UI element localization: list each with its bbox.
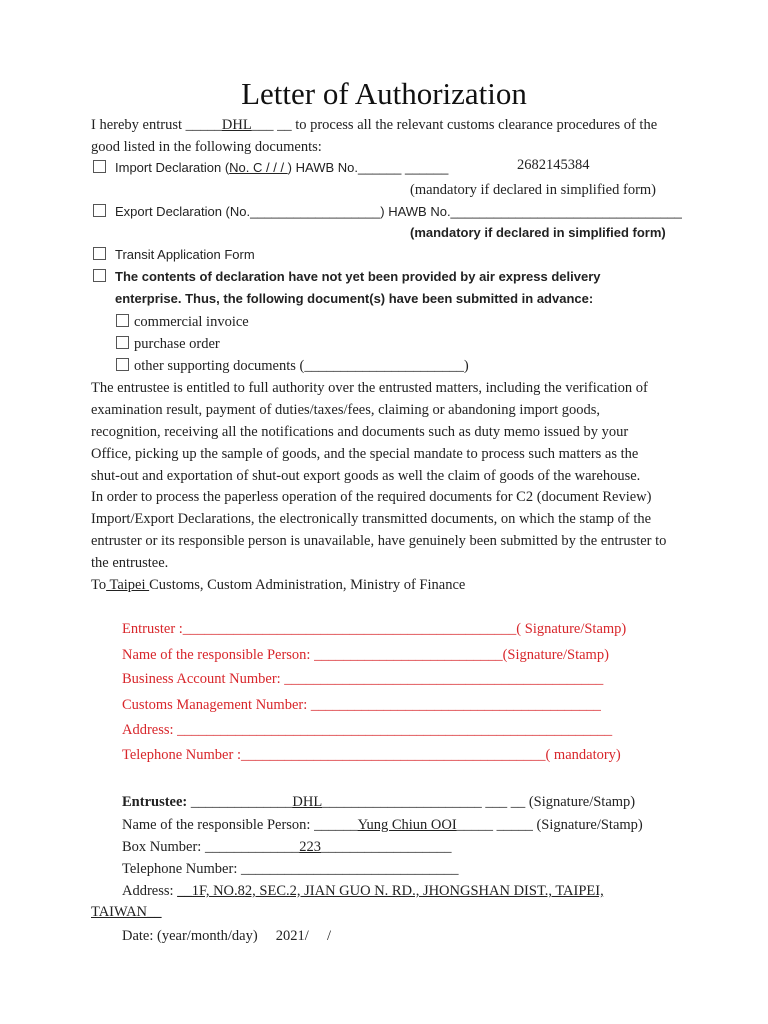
box-number-line: Box Number: _____________223__________________ bbox=[122, 839, 452, 855]
commercial-invoice-checkbox[interactable] bbox=[116, 314, 129, 327]
transit-checkbox[interactable] bbox=[93, 247, 106, 260]
business-account-field[interactable]: Business Account Number: ____________________________________________ bbox=[122, 671, 604, 687]
paragraph-line: Import/Export Declarations, the electronically transmitted documents, on which the stamp of the bbox=[91, 511, 652, 527]
import-checkbox[interactable] bbox=[93, 160, 106, 173]
intro-line: I hereby entrust _____DHL___ __ to process all the relevant customs clearance procedures of the bbox=[91, 117, 658, 133]
other-docs-checkbox[interactable] bbox=[116, 358, 129, 371]
page-title: Letter of Authorization bbox=[241, 76, 527, 111]
export-checkbox[interactable] bbox=[93, 204, 106, 217]
hawb-number: 2682145384 bbox=[517, 157, 590, 173]
addressee-line: To Taipei Customs, Custom Administration, Ministry of Finance bbox=[91, 577, 466, 593]
entrustee-line: Entrustee: ______________DHL______________________ ___ __ (Signature/Stamp) bbox=[122, 794, 636, 810]
entrustee-address-line-2: TAIWAN__ bbox=[91, 904, 162, 920]
paragraph-line: examination result, payment of duties/taxes/fees, claiming or abandoning import goods, bbox=[91, 402, 600, 418]
paragraph-line: Office, picking up the sample of goods, and the special mandate to process such matters as the bbox=[91, 446, 639, 462]
entrustee-telephone-line: Telephone Number: ______________________________ bbox=[122, 861, 459, 877]
entruster-person-field[interactable]: Name of the responsible Person: __________________________(Signature/Stamp) bbox=[122, 647, 609, 663]
paragraph-line: the entrustee. bbox=[91, 555, 169, 571]
export-declaration-item: Export Declaration (No.__________________) HAWB No.________________________________ bbox=[93, 202, 682, 222]
import-note: (mandatory if declared in simplified form) bbox=[410, 182, 657, 198]
entruster-field[interactable]: Entruster :______________________________________________( Signature/Stamp) bbox=[122, 621, 627, 637]
entrustee-person-line: Name of the responsible Person: ______Yung Chiun OOI_____ _____ (Signature/Stamp) bbox=[122, 817, 643, 833]
doc-other: other supporting documents (______________________) bbox=[116, 356, 469, 376]
purchase-order-checkbox[interactable] bbox=[116, 336, 129, 349]
date-line: Date: (year/month/day) 2021/ / bbox=[122, 928, 331, 944]
paragraph-line: The entrustee is entitled to full authority over the entrusted matters, including the verification of bbox=[91, 380, 648, 396]
paragraph-line: In order to process the paperless operation of the required documents for C2 (document Review) bbox=[91, 489, 652, 505]
import-declaration-item: Import Declaration (No. C / / / ) HAWB No.______ ______ bbox=[93, 158, 448, 178]
contents-item: The contents of declaration have not yet been provided by air express delivery bbox=[93, 267, 600, 287]
doc-commercial-invoice: commercial invoice bbox=[116, 312, 249, 332]
contents-line-2: enterprise. Thus, the following document(s) have been submitted in advance: bbox=[115, 291, 594, 306]
doc-purchase-order: purchase order bbox=[116, 334, 220, 354]
customs-management-field[interactable]: Customs Management Number: ________________________________________ bbox=[122, 697, 601, 713]
paragraph-line: recognition, receiving all the notifications and documents such as duty memo issued by your bbox=[91, 424, 629, 440]
entruster-address-field[interactable]: Address: ____________________________________________________________ bbox=[122, 722, 613, 738]
paragraph-line: shut-out and exportation of shut-out export goods as well the claim of goods of the warehouse. bbox=[91, 468, 641, 484]
entruster-telephone-field[interactable]: Telephone Number :__________________________________________( mandatory) bbox=[122, 747, 621, 763]
intro-line-2: good listed in the following documents: bbox=[91, 139, 322, 155]
entrustee-address-line: Address: __1F, NO.82, SEC.2, JIAN GUO N. RD., JHONGSHAN DIST., TAIPEI, bbox=[122, 883, 604, 899]
paragraph-line: entruster or its responsible person is unavailable, have genuinely been submitted by the entruster to bbox=[91, 533, 667, 549]
transit-item: Transit Application Form bbox=[93, 245, 255, 265]
export-note: (mandatory if declared in simplified form) bbox=[410, 225, 666, 240]
contents-checkbox[interactable] bbox=[93, 269, 106, 282]
